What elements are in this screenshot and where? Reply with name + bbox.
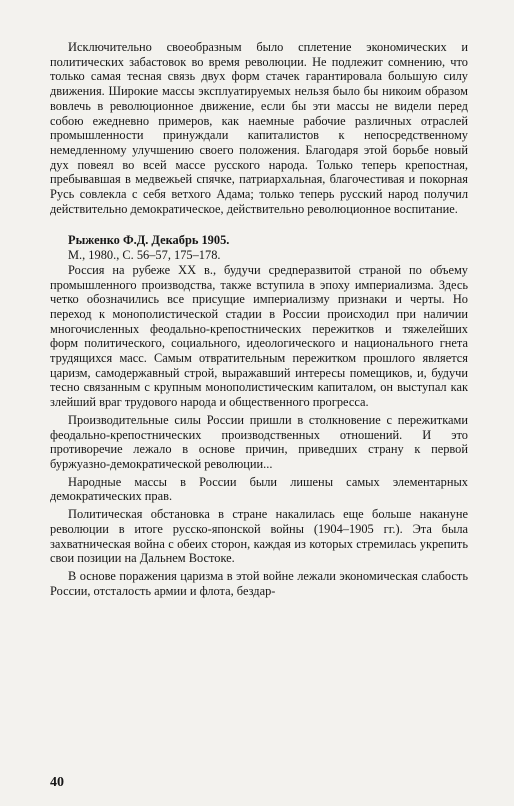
- paragraph-defeat-causes: В основе поражения царизма в этой войне лежали экономическая слабость России, отсталость армии и флота, бездар-: [50, 568, 468, 598]
- page-text: [50, 40, 468, 598]
- paragraph-russia-imperialism: Россия на рубеже XX в., будучи средneразвитой страной по объему промышленного производства, также вступила в эпоху империализма. Здесь четко обозначились все присущие империализму признаки и черты. Но переход к монополистической стадии в России происходил при наличии многочисленных феодально-крепостнических пережитков и тяжелейших форм политического, социального, идеологического и национального гнета трудящихся масс. Самым отвратительным пережитком прошлого является царизм, самодержавный строй, выражавший интересы помещиков, и, будучи тесно связанным с крупным монополистическим капиталом, он выступал как злейший враг трудового народа и общественного прогресса.: [50, 262, 468, 410]
- paragraph-masses-rights: Народные массы в России были лишены самых элементарных демократических прав.: [50, 474, 468, 504]
- citation-author-title: Рыженко Ф.Д. Декабрь 1905.: [68, 233, 230, 248]
- paragraph-russo-japanese-war: Политическая обстановка в стране накалилась еще больше накануне революции в итоге русско-японской войны (1904–1905 гг.). Эта была захватническая война с обеих сторон, каждая из которых стремилась укрепить свои позиции на Дальнем Востоке.: [50, 507, 468, 566]
- citation-source: М., 1980., С. 56–57, 175–178.: [68, 248, 221, 263]
- page-number: 40: [50, 775, 64, 790]
- citation-block: [50, 233, 468, 262]
- paragraph-strikes: Исключительно своеобразным было сплетение экономических и политических забастовок во время революции. Не подлежит сомнению, что только самая тесная связь двух форм стачек гарантировала большую силу движения. Широкие массы эксплуатируемых нельзя было бы никоим образом вовлечь в революционное движение, если бы эти массы не видели перед собою ежедневно примеров, как наемные рабочие различных отраслей промышленности принуждали капиталистов к непосредственному немедленному улучшению своего положения. Благодаря этой борьбе новый дух повеял во всей массе русского народа. Только теперь крепостная, пребывавшая в медвежьей спячке, патриархальная, благочестивая и покорная Русь совлекла с себя ветхого Адама; только теперь русский народ получил действительно демократическое, действительно революционное воспитание.: [50, 40, 468, 216]
- paragraph-productive-forces: Производительные силы России пришли в столкновение с пережитками феодально-крепостнических производственных отношений. И это противоречие лежало в основе причин, приведших страну к первой буржуазно-демократической революции...: [50, 412, 468, 471]
